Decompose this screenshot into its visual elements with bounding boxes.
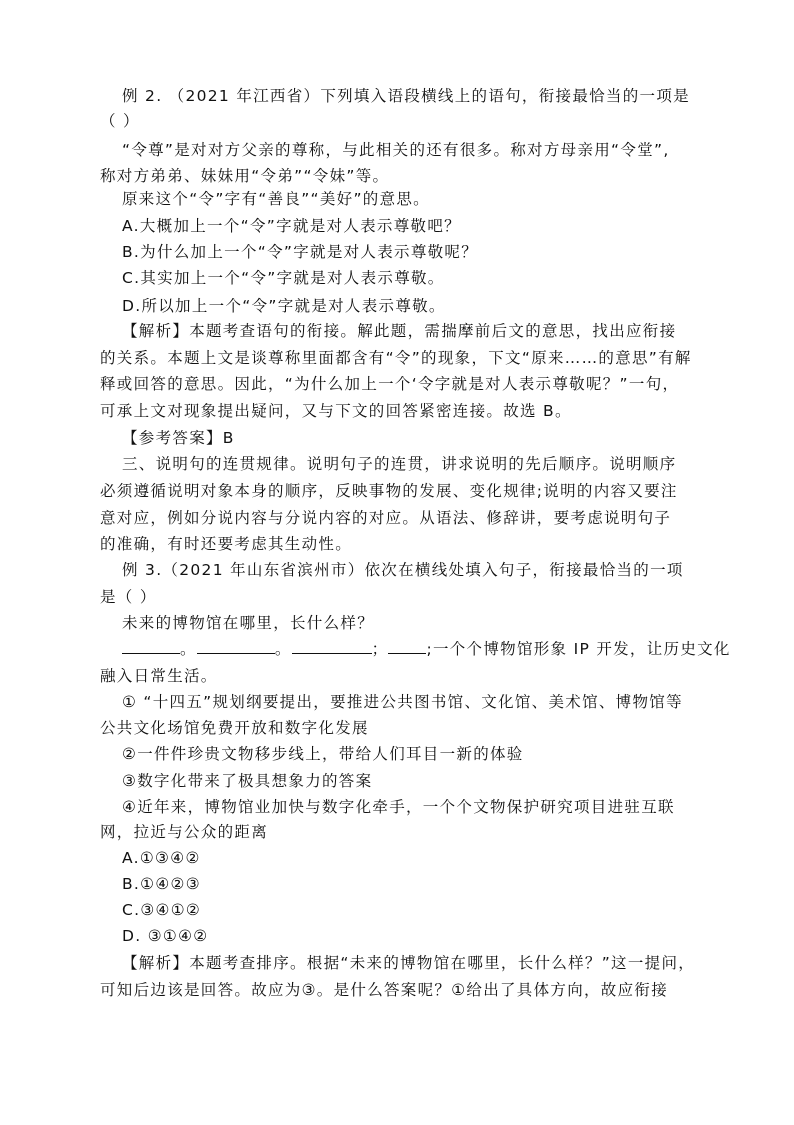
example3-question: 未来的博物馆在哪里，长什么样？ [122,614,375,632]
blank-2 [197,639,275,654]
example3-item: 公共文化场馆免费开放和数字化发展 [100,719,369,737]
example3-analysis-line: 【解析】本题考查排序。根据“未来的博物馆在哪里，长什么样？”这一提问， [122,954,696,972]
example3-title-bracket: 是（ ） [100,588,157,606]
example3-blank-line-end: 融入日常生活。 [100,667,218,685]
example2-analysis-line: 释或回答的意思。因此，“为什么加上一个‘令字就是对人表示尊敬呢？”一句， [100,375,680,393]
section3-line: 的准确，有时还要考虑其生动性。 [100,535,353,553]
example2-answer: 【参考答案】B [122,429,235,447]
example2-option-d: D.所以加上一个“令”字就是对人表示尊敬。 [122,297,446,315]
example2-passage-line: 原来这个“令”字有“善良”“美好”的意思。 [122,190,430,208]
example2-option-b: B.为什么加上一个“令”字就是对人表示尊敬呢？ [122,243,479,261]
example2-analysis-line: 【解析】本题考查语句的衔接。解此题，需揣摩前后文的意思，找出应衔接 [122,322,677,340]
blank-1 [122,639,180,654]
example3-item: ④近年来，博物馆业加快与数字化牵手，一个个文物保护研究项目进驻互联 [122,798,675,816]
blank-separator: 。 [274,640,292,658]
example3-option-c: C.③④①② [122,901,202,919]
blank-line-tail: ;一个个博物馆形象 IP 开发，让历史文化 [426,640,731,658]
blank-separator: 。 [180,640,197,658]
example2-option-c: C.其实加上一个“令”字就是对人表示尊敬。 [122,269,445,287]
example2-title-bracket: （ ） [100,112,140,130]
section3-line: 意对应，例如分说内容与分说内容的对应。从语法、修辞讲，要考虑说明句子 [100,509,672,527]
example3-title: 例 3.（2021 年山东省滨州市）依次在横线处填入句子，衔接最恰当的一项 [122,561,684,579]
example3-item: ②一件件珍贵文物移步线上，带给人们耳目一新的体验 [122,745,524,763]
example2-passage-line: “令尊”是对对方父亲的尊称，与此相关的还有很多。称对方母亲用“令堂”, [122,141,670,159]
example2-title: 例 2. （2021 年江西省）下列填入语段横线上的语句，衔接最恰当的一项是 [122,87,690,105]
blank-3 [292,639,372,654]
example2-analysis-line: 可承上文对现象提出疑问，又与下文的回答紧密连接。故选 B。 [100,402,572,420]
example3-analysis-line: 可知后边该是回答。故应为③。是什么答案呢？①给出了具体方向，故应衔接 [100,981,668,999]
example3-item: 网，拉近与公众的距离 [100,823,269,841]
example3-option-a: A.①③④② [122,849,201,867]
example2-passage-line: 称对方弟弟、妹妹用“令弟”“令妹”等。 [100,167,390,185]
section3-line: 三、说明句的连贯规律。说明句子的连贯，讲求说明的先后顺序。说明顺序 [122,455,677,473]
blank-separator: ； [371,640,389,658]
example3-item: ③数字化带来了极具想象力的答案 [122,772,373,790]
example3-item: ① “十四五”规划纲要提出，要推进公共图书馆、文化馆、美术馆、博物馆等 [122,693,683,711]
example3-option-b: B.①④②③ [122,875,201,893]
example3-blank-line [122,639,731,659]
section3-line: 必须遵循说明对象本身的顺序，反映事物的发展、变化规律;说明的内容又要注 [100,482,678,500]
example2-analysis-line: 的关系。本题上文是谈尊称里面都含有“令”的现象，下文“原来……的意思”有解 [100,349,692,367]
example3-option-d: D. ③①④② [122,927,209,945]
blank-4 [388,639,426,654]
example2-option-a: A.大概加上一个“令”字就是对人表示尊敬吧？ [122,217,461,235]
